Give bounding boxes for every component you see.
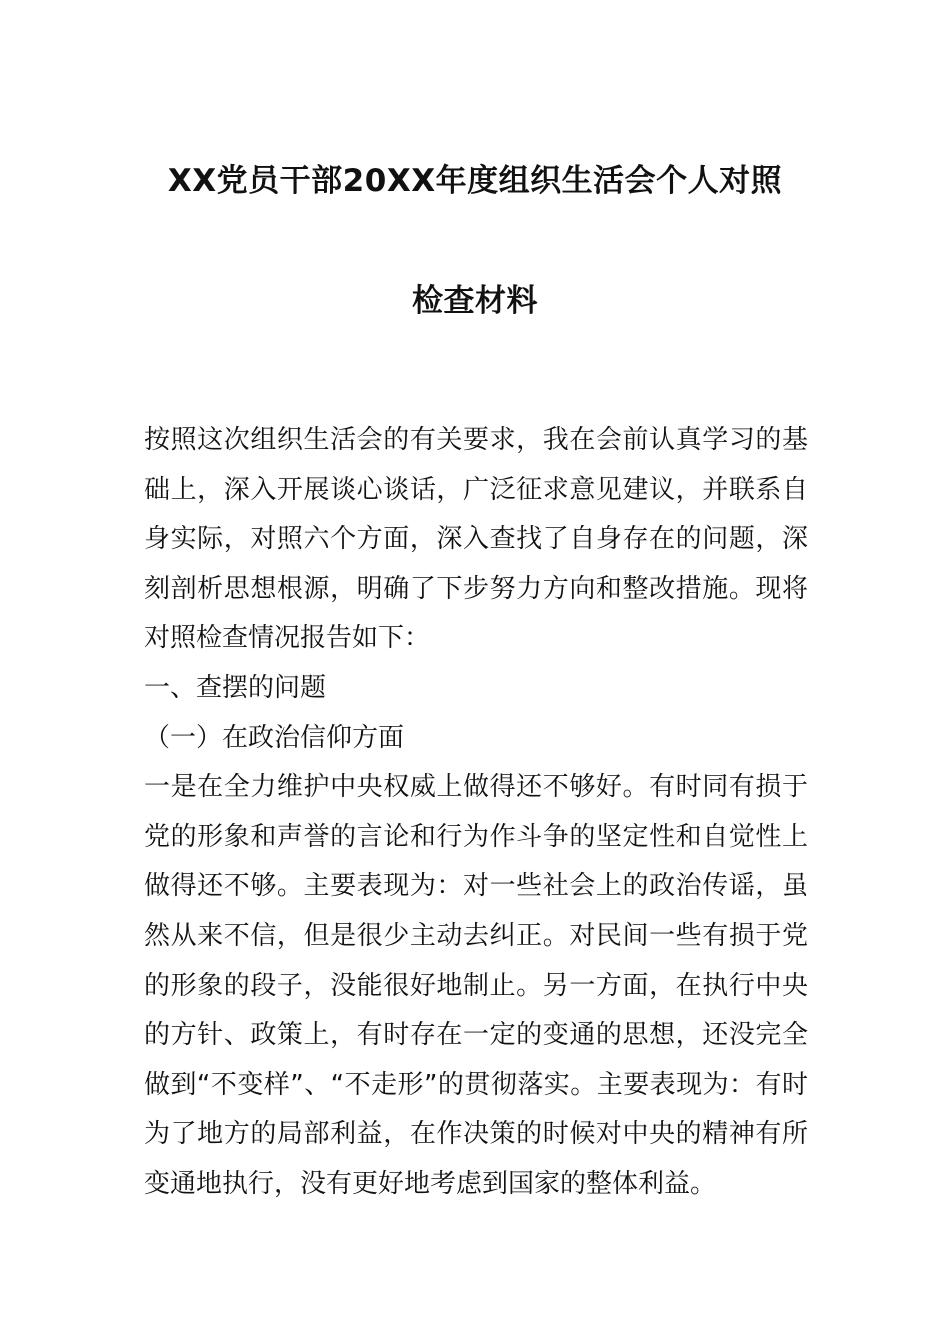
intro-paragraph: 按照这次组织生活会的有关要求，我在会前认真学习的基础上，深入开展谈心谈话，广泛征求意见建议，并联系自身实际，对照六个方面，深入查找了自身存在的问题，深刻剖析思想根源，明确了下步努力方向和整改措施。现将对照检查情况报告如下： [144, 425, 808, 654]
document-title-line-2: 检查材料 [412, 283, 538, 319]
section-heading: 一、查摆的问题 [144, 672, 327, 703]
subsection-heading: （一）在政治信仰方面 [144, 722, 405, 753]
document-title-line-1: XX党员干部20XX年度组织生活会个人对照 [167, 163, 783, 199]
document-body [144, 416, 808, 1210]
body-paragraph: 一是在全力维护中央权威上做得还不够好。有时同有损于党的形象和声誉的言论和行为作斗争的坚定性和自觉性上做得还不够。主要表现为：对一些社会上的政治传谣，虽然从来不信，但是很少主动去纠正。对民间一些有损于党的形象的段子，没能很好地制止。另一方面，在执行中央的方针、政策上，有时存在一定的变通的思想，还没完全做到“不变样”、“不走形”的贯彻落实。主要表现为：有时为了地方的局部利益，在作决策的时候对中央的精神有所变通地执行，没有更好地考虑到国家的整体利益。 [144, 772, 808, 1199]
